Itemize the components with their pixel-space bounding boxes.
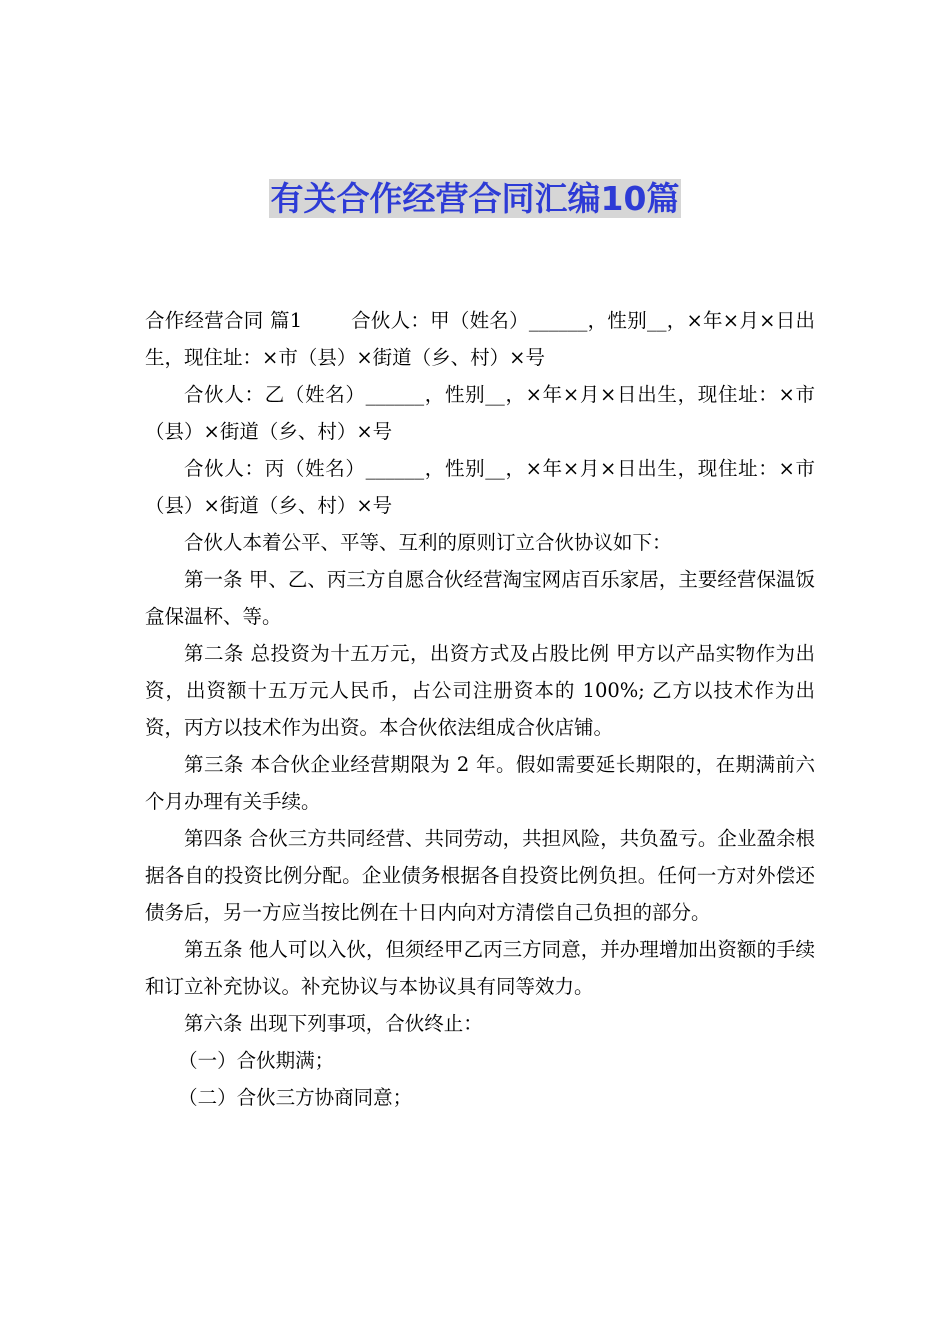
paragraph-preamble: 合伙人本着公平、平等、互利的原则订立合伙协议如下： [184, 531, 672, 554]
paragraph-article-4: 第四条 合伙三方共同经营、共同劳动，共担风险，共负盈亏。企业盈余根据各自的投资比例分配。企业债务根据各自投资比例负担。任何一方对外偿还债务后，另一方应当按比例在十日内向对方清偿自己负担的部分。 [145, 827, 815, 924]
paragraph-article-6: 第六条 出现下列事项，合伙终止： [184, 1012, 483, 1035]
section-heading: 合作经营合同 篇1 [145, 309, 303, 332]
partner-a-text: 合伙人：甲（姓名）______，性别__，×年×月×日出生，现住址：×市（县）×街道（乡、村）×号 [145, 309, 815, 369]
paragraph-article-3: 第三条 本合伙企业经营期限为 2 年。假如需要延长期限的，在期满前六个月办理有关手续。 [145, 753, 815, 813]
document-title [0, 176, 950, 222]
paragraph-partner-c: 合伙人：丙（姓名）______，性别__，×年×月×日出生，现住址：×市（县）×街道（乡、村）×号 [145, 457, 815, 517]
paragraph-partner-a [145, 302, 815, 376]
document-body [145, 302, 815, 1116]
paragraph-article-2: 第二条 总投资为十五万元，出资方式及占股比例 甲方以产品实物作为出资，出资额十五万元人民币，占公司注册资本的 100%; 乙方以技术作为出资，丙方以技术作为出资。本合伙依法组成合伙店铺。 [145, 642, 815, 739]
list-item-termination-1: （一）合伙期满； [178, 1049, 335, 1072]
paragraph-article-5: 第五条 他人可以入伙，但须经甲乙丙三方同意，并办理增加出资额的手续和订立补充协议。补充协议与本协议具有同等效力。 [145, 938, 815, 998]
paragraph-partner-b: 合伙人：乙（姓名）______，性别__，×年×月×日出生，现住址：×市（县）×街道（乡、村）×号 [145, 383, 815, 443]
list-item-termination-2: （二）合伙三方协商同意； [178, 1086, 413, 1109]
paragraph-article-1: 第一条 甲、乙、丙三方自愿合伙经营淘宝网店百乐家居，主要经营保温饭盒保温杯、等。 [145, 568, 815, 628]
document-title-text: 有关合作经营合同汇编10篇 [270, 179, 680, 218]
